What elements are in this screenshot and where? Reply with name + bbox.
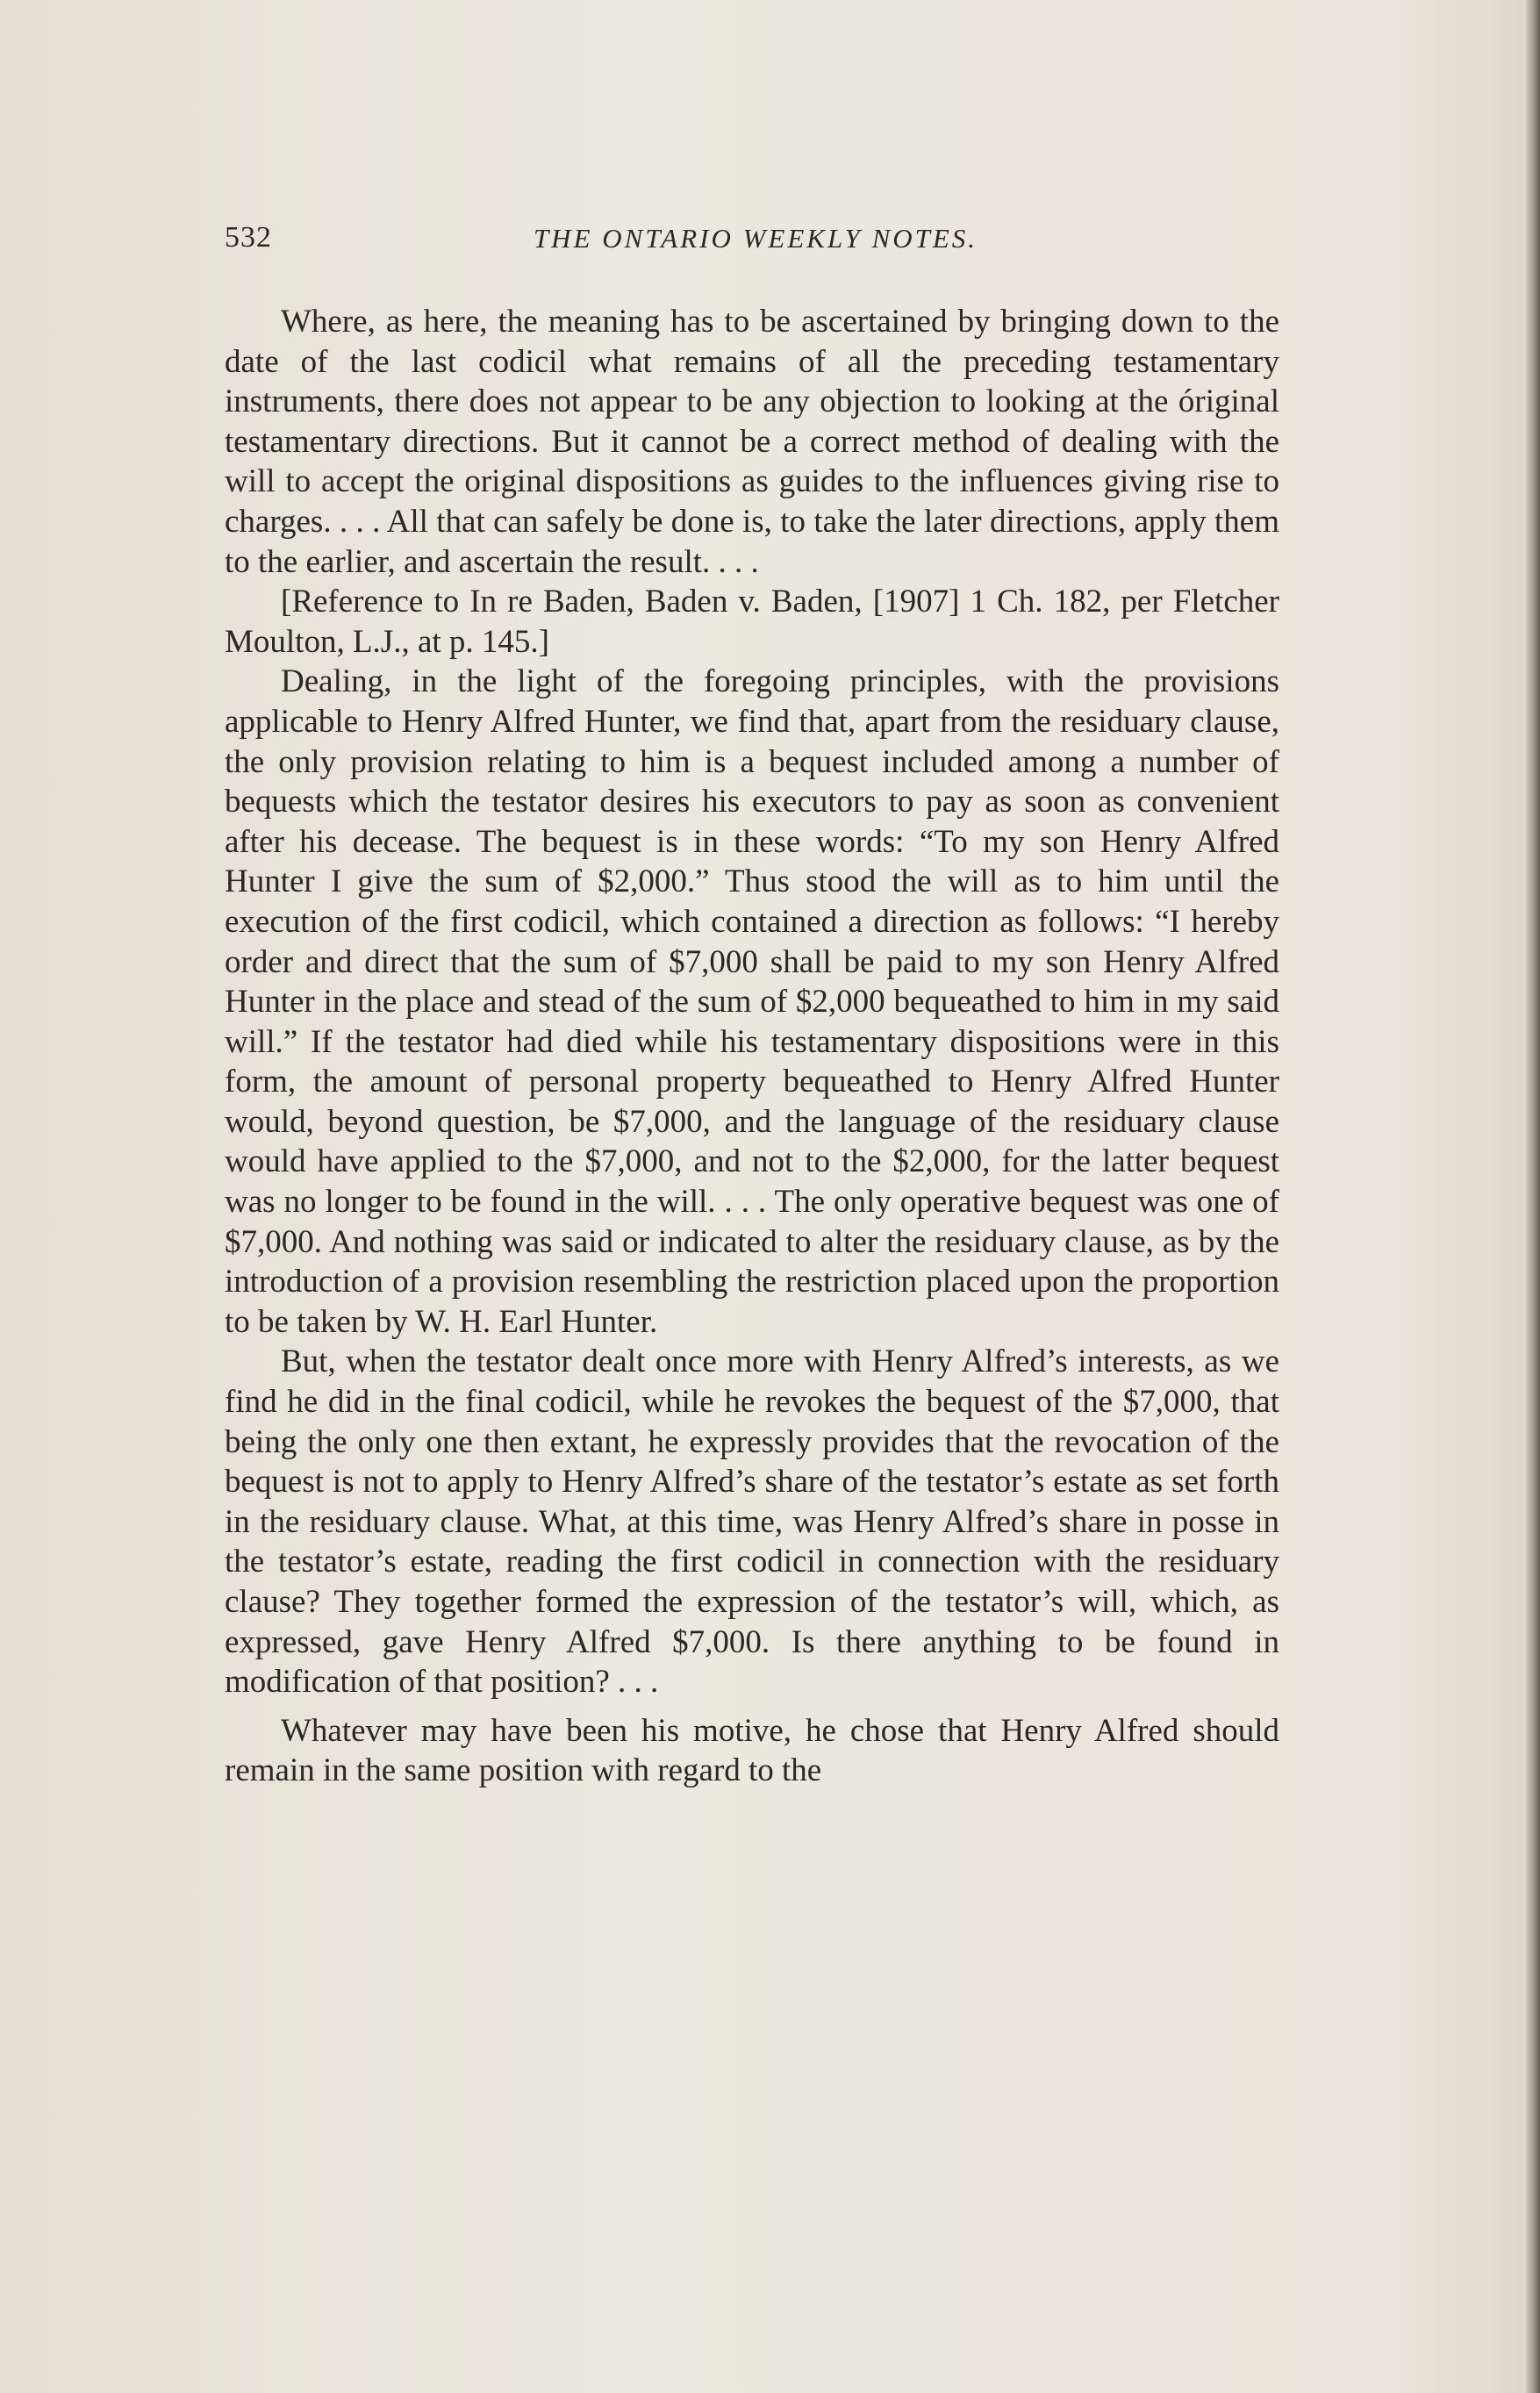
page-number: 532 <box>225 221 272 254</box>
paragraph-quotation: Where, as here, the meaning has to be ascertained by bringing down to the date of the last codicil what remains of all the preceding testamentary instruments, there does not appear to be any objection to looking at the óriginal testamentary directions. But it cannot be a correct method of dealing with the will to accept the original dispositions as guides to the influences giving rise to charges. . . . All that can safely be done is, to take the later directions, apply them to the earlier, and ascertain the result. . . . <box>225 304 1279 580</box>
paragraph-motive: Whatever may have been his motive, he chose that Henry Alfred should remain in the same position with regard to the <box>225 1712 1279 1789</box>
page-header <box>225 221 1286 265</box>
paragraph-dealing: Dealing, in the light of the foregoing principles, with the provisions applicable to Henry Alfred Hunter, we find that, apart from the residuary clause, the only provision relating to him is a bequest included among a number of bequests which the testator desires his executors to pay as soon as convenient after his decease. The bequest is in these words: “To my son Henry Alfred Hunter I give the sum of $2,000.” Thus stood the will as to him until the execution of the first codicil, which contained a direction as follows: “I hereby order and direct that the sum of $7,000 shall be paid to my son Henry Alfred Hunter in the place and stead of the sum of $2,000 bequeathed to him in my said will.” If the testator had died while his testamentary dispositions were in this form, the amount of personal property bequeathed to Henry Alfred Hunter would, beyond question, be $7,000, and the language of the residuary clause would have applied to the $7,000, and not to the $2,000, for the latter bequest was no longer to be found in the will. . . . The only operative bequest was one of $7,000. And nothing was said or indicated to alter the residuary clause, as by the introduction of a provision resembling the restriction placed upon the proportion to be taken by W. H. Earl Hunter. <box>225 663 1279 1340</box>
running-title: THE ONTARIO WEEKLY NOTES. <box>533 223 978 254</box>
paragraph-reference: [Reference to In re Baden, Baden v. Baden, [1907] 1 Ch. 182, per Fletcher Moulton, L.J., at p. 145.] <box>225 584 1279 660</box>
body-text <box>225 302 1279 1791</box>
paragraph-final-codicil: But, when the testator dealt once more with Henry Alfred’s interests, as we find he did in the final codicil, while he revokes the bequest of the $7,000, that being the only one then extant, he expressly provides that the revocation of the bequest is not to apply to Henry Alfred’s share of the testator’s estate as set forth in the residuary clause. What, at this time, was Henry Alfred’s share in posse in the testator’s estate, reading the first codicil in connection with the residuary clause? They together formed the expression of the testator’s will, which, as expressed, gave Henry Alfred $7,000. Is there anything to be found in modification of that position? . . . <box>225 1343 1279 1701</box>
page-edge <box>1526 0 1540 2393</box>
